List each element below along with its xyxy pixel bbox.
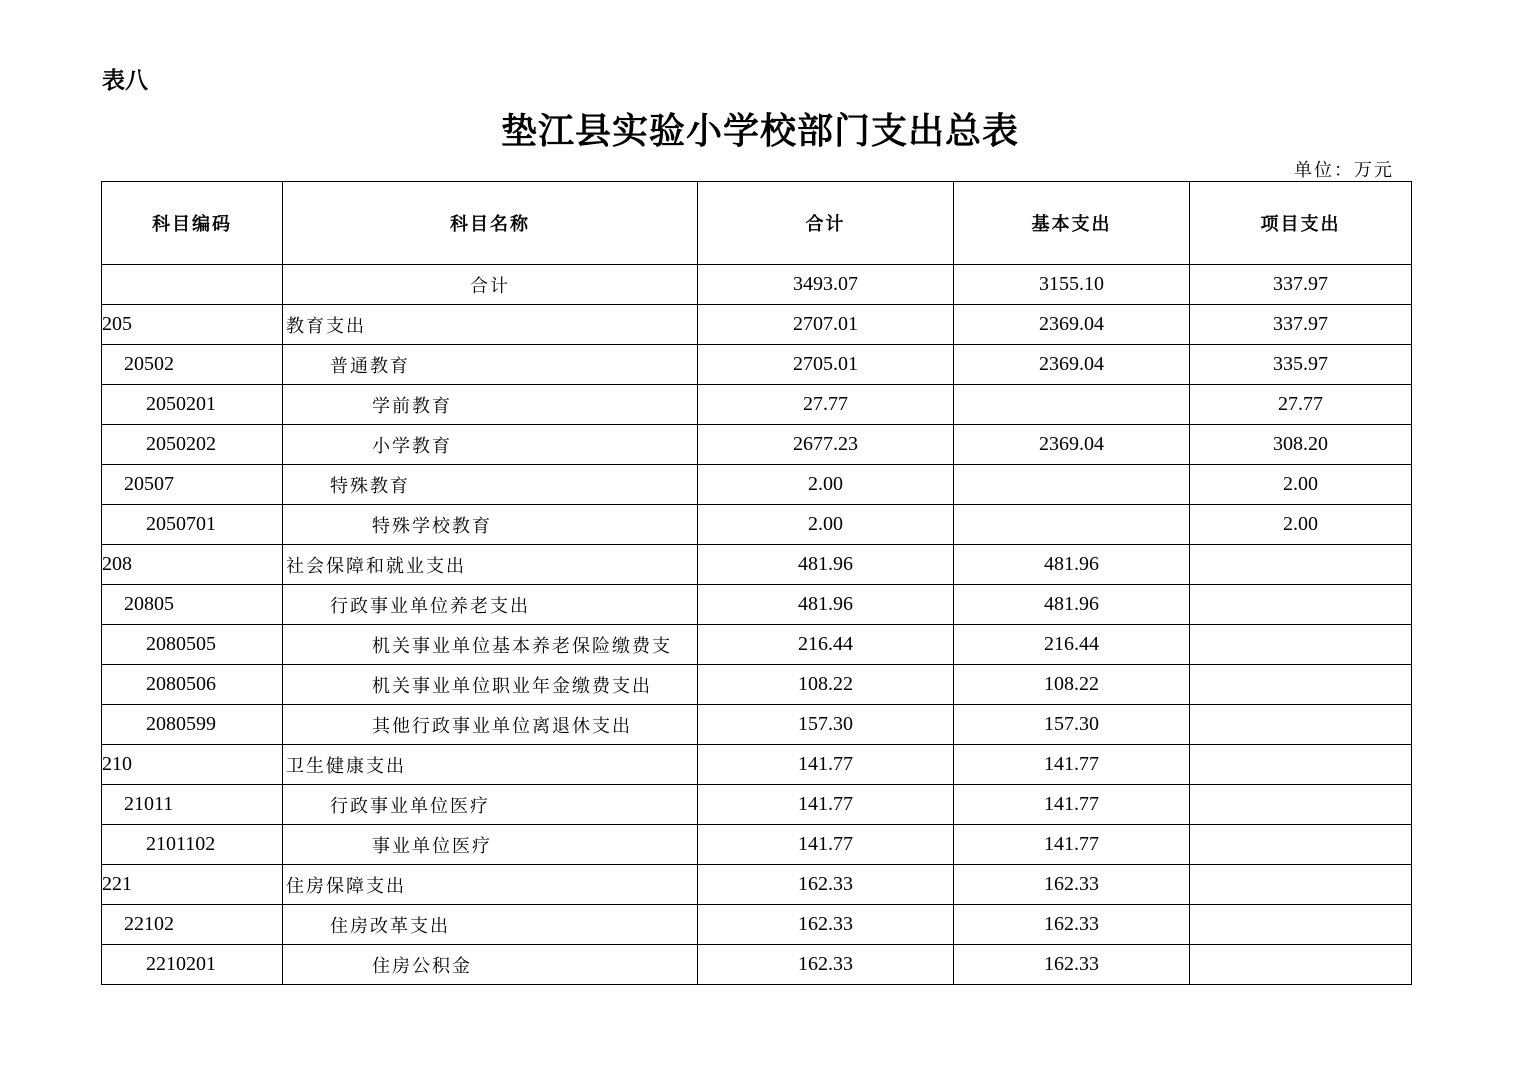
row-basic: 216.44 (954, 625, 1190, 665)
row-total: 141.77 (698, 825, 954, 865)
row-total: 2677.23 (698, 425, 954, 465)
row-code: 20502 (102, 345, 283, 385)
row-project (1190, 585, 1412, 625)
row-basic (954, 385, 1190, 425)
header-basic: 基本支出 (954, 182, 1190, 265)
row-code: 205 (102, 305, 283, 345)
row-project: 337.97 (1190, 305, 1412, 345)
row-total: 141.77 (698, 785, 954, 825)
row-total: 162.33 (698, 865, 954, 905)
row-code: 20507 (102, 465, 283, 505)
row-name: 卫生健康支出 (283, 745, 698, 785)
row-basic: 162.33 (954, 905, 1190, 945)
table-row (102, 905, 1412, 945)
row-total: 2707.01 (698, 305, 954, 345)
row-name: 学前教育 (283, 385, 698, 425)
expenditure-table (101, 181, 1412, 985)
table-row (102, 825, 1412, 865)
row-basic (954, 505, 1190, 545)
row-basic: 157.30 (954, 705, 1190, 745)
row-project (1190, 665, 1412, 705)
row-basic: 2369.04 (954, 305, 1190, 345)
row-code (102, 265, 283, 305)
row-project (1190, 705, 1412, 745)
row-project: 335.97 (1190, 345, 1412, 385)
row-name: 事业单位医疗 (283, 825, 698, 865)
row-project (1190, 905, 1412, 945)
row-code: 2050201 (102, 385, 283, 425)
row-basic (954, 465, 1190, 505)
header-code: 科目编码 (102, 182, 283, 265)
row-name: 住房公积金 (283, 945, 698, 985)
row-project (1190, 865, 1412, 905)
row-total: 157.30 (698, 705, 954, 745)
row-basic: 162.33 (954, 945, 1190, 985)
row-name: 小学教育 (283, 425, 698, 465)
row-name: 住房改革支出 (283, 905, 698, 945)
row-project (1190, 625, 1412, 665)
table-row (102, 425, 1412, 465)
table-row (102, 385, 1412, 425)
row-basic: 481.96 (954, 585, 1190, 625)
table-row (102, 665, 1412, 705)
table-row (102, 945, 1412, 985)
table-label: 表八 (102, 68, 148, 94)
row-total: 27.77 (698, 385, 954, 425)
row-code: 221 (102, 865, 283, 905)
row-code: 21011 (102, 785, 283, 825)
row-code: 2080599 (102, 705, 283, 745)
row-code: 22102 (102, 905, 283, 945)
row-name: 合计 (283, 265, 698, 305)
row-name: 机关事业单位基本养老保险缴费支 (283, 625, 698, 665)
row-project: 2.00 (1190, 465, 1412, 505)
row-name: 住房保障支出 (283, 865, 698, 905)
document-title: 垫江县实验小学校部门支出总表 (500, 110, 1019, 152)
table-row (102, 545, 1412, 585)
row-name: 机关事业单位职业年金缴费支出 (283, 665, 698, 705)
row-total: 2.00 (698, 505, 954, 545)
row-code: 2210201 (102, 945, 283, 985)
row-code: 2101102 (102, 825, 283, 865)
row-code: 2080505 (102, 625, 283, 665)
row-code: 210 (102, 745, 283, 785)
row-name: 行政事业单位养老支出 (283, 585, 698, 625)
row-name: 特殊学校教育 (283, 505, 698, 545)
row-total: 162.33 (698, 945, 954, 985)
row-total: 2.00 (698, 465, 954, 505)
row-project (1190, 945, 1412, 985)
row-project: 337.97 (1190, 265, 1412, 305)
table-row (102, 465, 1412, 505)
row-basic: 3155.10 (954, 265, 1190, 305)
row-name: 其他行政事业单位离退休支出 (283, 705, 698, 745)
table-header-row (102, 182, 1412, 265)
table-row (102, 265, 1412, 305)
header-total: 合计 (698, 182, 954, 265)
row-basic: 141.77 (954, 785, 1190, 825)
table-row (102, 865, 1412, 905)
row-code: 208 (102, 545, 283, 585)
header-name: 科目名称 (283, 182, 698, 265)
row-name: 教育支出 (283, 305, 698, 345)
row-total: 3493.07 (698, 265, 954, 305)
row-basic: 108.22 (954, 665, 1190, 705)
row-total: 2705.01 (698, 345, 954, 385)
row-project (1190, 545, 1412, 585)
row-basic: 481.96 (954, 545, 1190, 585)
table-row (102, 785, 1412, 825)
row-project (1190, 785, 1412, 825)
row-name: 普通教育 (283, 345, 698, 385)
table-row (102, 585, 1412, 625)
row-project: 2.00 (1190, 505, 1412, 545)
row-code: 2050202 (102, 425, 283, 465)
table-row (102, 705, 1412, 745)
row-name: 特殊教育 (283, 465, 698, 505)
row-basic: 2369.04 (954, 345, 1190, 385)
row-basic: 141.77 (954, 745, 1190, 785)
table-row (102, 505, 1412, 545)
row-code: 2080506 (102, 665, 283, 705)
table-row (102, 745, 1412, 785)
header-project: 项目支出 (1190, 182, 1412, 265)
row-total: 141.77 (698, 745, 954, 785)
row-total: 108.22 (698, 665, 954, 705)
unit-label: 单位：万元 (1294, 160, 1394, 181)
row-basic: 2369.04 (954, 425, 1190, 465)
row-total: 162.33 (698, 905, 954, 945)
row-project: 27.77 (1190, 385, 1412, 425)
row-project: 308.20 (1190, 425, 1412, 465)
row-project (1190, 825, 1412, 865)
row-name: 行政事业单位医疗 (283, 785, 698, 825)
row-total: 481.96 (698, 585, 954, 625)
table-row (102, 625, 1412, 665)
row-name: 社会保障和就业支出 (283, 545, 698, 585)
row-code: 2050701 (102, 505, 283, 545)
row-basic: 141.77 (954, 825, 1190, 865)
table-row (102, 345, 1412, 385)
row-project (1190, 745, 1412, 785)
row-total: 216.44 (698, 625, 954, 665)
row-basic: 162.33 (954, 865, 1190, 905)
table-row (102, 305, 1412, 345)
row-total: 481.96 (698, 545, 954, 585)
row-code: 20805 (102, 585, 283, 625)
